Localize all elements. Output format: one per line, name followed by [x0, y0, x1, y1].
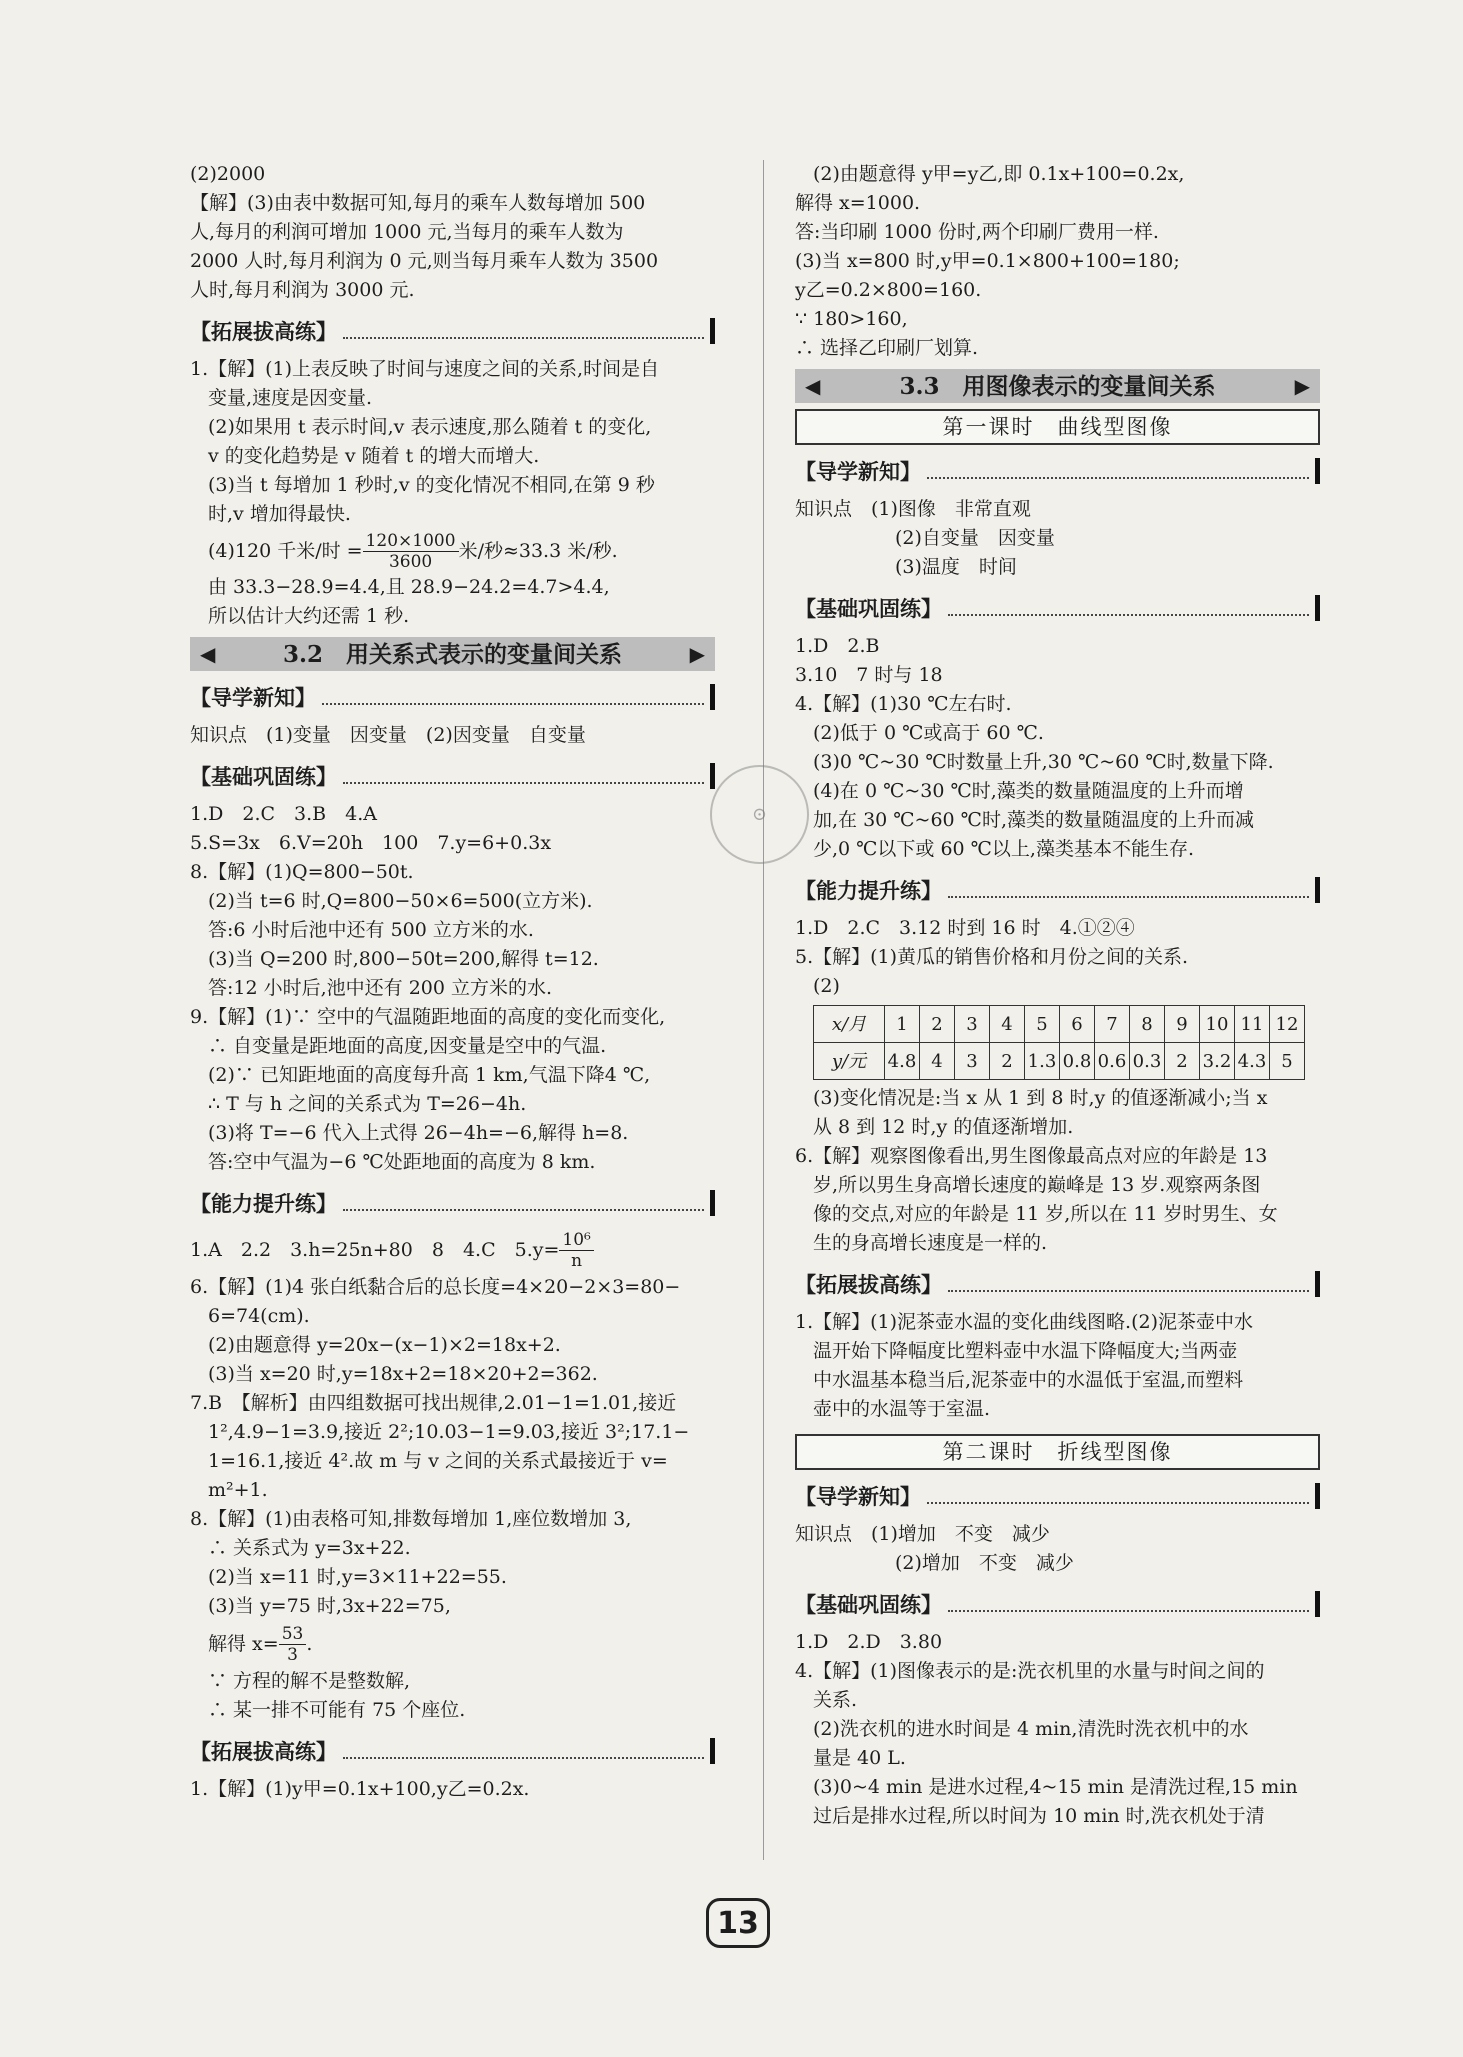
dotted-rule: [948, 1276, 1309, 1292]
text-line: ∴ 选择乙印刷厂划算.: [795, 337, 979, 359]
text-line: (3)当 Q=200 时,800−50t=200,解得 t=12.: [208, 948, 599, 970]
text-line: (2)如果用 t 表示时间,v 表示速度,那么随着 t 的变化,: [208, 416, 652, 438]
text-line: 知识点 (1)增加 不变 减少: [795, 1523, 1050, 1545]
table-cell: 2: [1165, 1043, 1200, 1080]
text-line: (2)低于 0 ℃或高于 60 ℃.: [813, 722, 1044, 744]
table-cell: 1.3: [1025, 1043, 1060, 1080]
table-cell: 4: [990, 1006, 1025, 1043]
table-cell: 0.8: [1060, 1043, 1095, 1080]
table-cell: 4.8: [885, 1043, 920, 1080]
dotted-rule: [343, 768, 704, 784]
fraction: [279, 1624, 307, 1665]
banner-title: 3.2 用关系式表示的变量间关系: [282, 640, 622, 668]
text-line: (2)由题意得 y=20x−(x−1)×2=18x+2.: [208, 1334, 561, 1356]
text-line: 生的身高增长速度是一样的.: [813, 1232, 1048, 1254]
right-column: [795, 160, 1320, 1831]
denominator: 3600: [388, 551, 433, 572]
text-line: 知识点 (1)变量 因变量 (2)因变量 自变量: [190, 724, 586, 746]
watermark-stamp: ⊙: [710, 765, 809, 864]
section-title: 【拓展拔高练】: [190, 1738, 337, 1764]
text-line: 答:当印刷 1000 份时,两个印刷厂费用一样.: [795, 221, 1159, 243]
text-line: y乙=0.2×800=160.: [795, 279, 982, 301]
dotted-rule: [927, 1488, 1309, 1504]
table-cell: 3: [955, 1006, 990, 1043]
text-line: ∴ 关系式为 y=3x+22.: [208, 1537, 411, 1559]
table-cell: 10: [1200, 1006, 1235, 1043]
text-line: (3)0 ℃~30 ℃时数量上升,30 ℃~60 ℃时,数量下降.: [813, 751, 1274, 773]
end-mark: [1315, 1591, 1320, 1617]
table-cell: 11: [1235, 1006, 1270, 1043]
text-line: 4.【解】(1)30 ℃左右时.: [795, 693, 1012, 715]
section-title: 【导学新知】: [795, 458, 921, 484]
banner-title: 3.3 用图像表示的变量间关系: [899, 372, 1216, 400]
text-line: 过后是排水过程,所以时间为 10 min 时,洗衣机处于清: [813, 1805, 1265, 1827]
section-title: 【基础巩固练】: [190, 763, 337, 789]
table-cell: 9: [1165, 1006, 1200, 1043]
text-line: 答:12 小时后,池中还有 200 立方米的水.: [208, 977, 553, 999]
text-line: (2)增加 不变 减少: [895, 1552, 1074, 1574]
lesson-title-2: 第二课时 折线型图像: [795, 1434, 1320, 1470]
text-line: v 的变化趋势是 v 随着 t 的增大而增大.: [208, 445, 540, 467]
dotted-rule: [948, 882, 1309, 898]
table-cell: 0.6: [1095, 1043, 1130, 1080]
table-cell: 4: [920, 1043, 955, 1080]
dotted-rule: [343, 1195, 704, 1211]
text-fragment: (4)120 千米/时 =: [208, 539, 363, 562]
text-line: 6=74(cm).: [208, 1305, 310, 1327]
text-line: (3)0~4 min 是进水过程,4~15 min 是清洗过程,15 min: [813, 1776, 1298, 1798]
fraction: [363, 531, 459, 572]
dotted-rule: [343, 1743, 704, 1759]
section-title: 【导学新知】: [190, 684, 316, 710]
table-cell: 3: [955, 1043, 990, 1080]
section-header-ability: [795, 874, 1320, 906]
right-arrow-icon: ▶: [1294, 373, 1310, 398]
text-fragment: 解得 x=: [208, 1632, 279, 1655]
section-header-basic: [190, 760, 715, 792]
text-line: 时,v 增加得最快.: [208, 503, 351, 525]
section-title: 【基础巩固练】: [795, 1591, 942, 1617]
text-line: (2)由题意得 y甲=y乙,即 0.1x+100=0.2x,: [813, 163, 1185, 185]
text-line: 1.D 2.C 3.B 4.A: [190, 803, 377, 825]
end-mark: [1315, 877, 1320, 903]
text-line: 1.D 2.B: [795, 635, 880, 657]
text-line: (2)自变量 因变量: [895, 527, 1055, 549]
text-line: 1.【解】(1)泥茶壶水温的变化曲线图略.(2)泥茶壶中水: [795, 1311, 1253, 1333]
section-header-extension: [795, 1268, 1320, 1300]
text-line: (2)当 x=11 时,y=3×11+22=55.: [208, 1566, 507, 1588]
column-divider: [763, 160, 764, 1860]
fraction-line: [190, 1227, 715, 1273]
end-mark: [710, 1190, 715, 1216]
text-line: (2)洗衣机的进水时间是 4 min,清洗时洗衣机中的水: [813, 1718, 1249, 1740]
table-cell: 3.2: [1200, 1043, 1235, 1080]
text-line: 8.【解】(1)Q=800−50t.: [190, 861, 414, 883]
table-row: [814, 1006, 1305, 1043]
text-line: ∴ 某一排不可能有 75 个座位.: [208, 1699, 466, 1721]
dotted-rule: [948, 600, 1309, 616]
text-line: 1.D 2.C 3.12 时到 16 时 4.①②④: [795, 917, 1135, 939]
text-line: 4.【解】(1)图像表示的是:洗衣机里的水量与时间之间的: [795, 1660, 1265, 1682]
end-mark: [1315, 1271, 1320, 1297]
table-row: [814, 1043, 1305, 1080]
text-line: (3)变化情况是:当 x 从 1 到 8 时,y 的值逐渐减小;当 x: [813, 1087, 1268, 1109]
text-line: (3)将 T=−6 代入上式得 26−4h=−6,解得 h=8.: [208, 1122, 629, 1144]
section-header-guide: [190, 681, 715, 713]
text-line: 温开始下降幅度比塑料壶中水温下降幅度大;当两壶: [813, 1340, 1238, 1362]
text-line: 中水温基本稳当后,泥茶壶中的水温低于室温,而塑料: [813, 1369, 1244, 1391]
section-header-guide-2: [795, 1480, 1320, 1512]
numerator: 53: [279, 1624, 307, 1645]
table-cell: 6: [1060, 1006, 1095, 1043]
text-line: ∵ 180>160,: [795, 308, 908, 330]
table-cell: 5: [1025, 1006, 1060, 1043]
text-line: 6.【解】观察图像看出,男生图像最高点对应的年龄是 13: [795, 1145, 1268, 1167]
section-banner-3-3: [795, 369, 1320, 403]
text-line: 从 8 到 12 时,y 的值逐渐增加.: [813, 1116, 1074, 1138]
section-title: 【导学新知】: [795, 1483, 921, 1509]
section-header-basic: [795, 592, 1320, 624]
price-table: [813, 1005, 1305, 1080]
section-header-ability: [190, 1187, 715, 1219]
denominator: n: [571, 1250, 583, 1271]
text-line: 像的交点,对应的年龄是 11 岁,所以在 11 岁时男生、女: [813, 1203, 1278, 1225]
dotted-rule: [343, 323, 704, 339]
table-cell: 4.3: [1235, 1043, 1270, 1080]
text-line: 5.S=3x 6.V=20h 100 7.y=6+0.3x: [190, 832, 552, 854]
text-line: (3)当 x=800 时,y甲=0.1×800+100=180;: [795, 250, 1180, 272]
text-line: 答:6 小时后池中还有 500 立方米的水.: [208, 919, 534, 941]
text-line: (3)温度 时间: [895, 556, 1017, 578]
text-line: 由 33.3−28.9=4.4,且 28.9−24.2=4.7>4.4,: [208, 576, 610, 598]
text-line: 8.【解】(1)由表格可知,排数每增加 1,座位数增加 3,: [190, 1508, 632, 1530]
table-header-cell: x/月: [814, 1006, 885, 1043]
table-cell: 12: [1270, 1006, 1305, 1043]
text-line: 5.【解】(1)黄瓜的销售价格和月份之间的关系.: [795, 946, 1189, 968]
section-banner-3-2: [190, 637, 715, 671]
text-line: ∴ 自变量是距地面的高度,因变量是空中的气温.: [208, 1035, 607, 1057]
text-line: 9.【解】(1)∵ 空中的气温随距地面的高度的变化而变化,: [190, 1006, 666, 1028]
numerator: 120×1000: [363, 531, 459, 552]
end-mark: [710, 1738, 715, 1764]
text-line: 答:空中气温为−6 ℃处距地面的高度为 8 km.: [208, 1151, 596, 1173]
left-block-a: [190, 160, 715, 305]
text-line: 人,每月的利润可增加 1000 元,当每月的乘车人数为: [190, 221, 624, 243]
text-line: 1.【解】(1)上表反映了时间与速度之间的关系,时间是自: [190, 358, 660, 380]
text-line: 1=16.1,接近 4².故 m 与 v 之间的关系式最接近于 v=: [208, 1450, 668, 1472]
table-cell: 8: [1130, 1006, 1165, 1043]
text-line: 1.【解】(1)y甲=0.1x+100,y乙=0.2x.: [190, 1778, 530, 1800]
text-line: ∵ 方程的解不是整数解,: [208, 1670, 411, 1692]
table-cell: 5: [1270, 1043, 1305, 1080]
text-line: 3.10 7 时与 18: [795, 664, 943, 686]
text-line: 岁,所以男生身高增长速度的巅峰是 13 岁.观察两条图: [813, 1174, 1261, 1196]
text-line: ∴ T 与 h 之间的关系式为 T=26−4h.: [208, 1093, 527, 1115]
dotted-rule: [948, 1596, 1309, 1612]
text-line: 关系.: [813, 1689, 858, 1711]
text-line: (4)在 0 ℃~30 ℃时,藻类的数量随温度的上升而增: [813, 780, 1244, 802]
text-line: (2): [813, 975, 840, 997]
table-cell: 2: [920, 1006, 955, 1043]
text-line: 【解】(3)由表中数据可知,每月的乘车人数每增加 500: [190, 192, 646, 214]
fraction: [559, 1230, 593, 1271]
fraction-line: 解得 x= $\frac{53}{3}$ .: [208, 1623, 313, 1665]
section-title: 【基础巩固练】: [795, 595, 942, 621]
denominator: 3: [287, 1644, 298, 1665]
table-cell: 0.3: [1130, 1043, 1165, 1080]
section-header-basic-2: [795, 1588, 1320, 1620]
section-title: 【能力提升练】: [795, 877, 942, 903]
text-line: (2)当 t=6 时,Q=800−50×6=500(立方米).: [208, 890, 593, 912]
end-mark: [710, 318, 715, 344]
text-line: 1.D 2.D 3.80: [795, 1631, 943, 1653]
text-line: (3)当 x=20 时,y=18x+2=18×20+2=362.: [208, 1363, 598, 1385]
left-arrow-icon: ◀: [805, 373, 821, 398]
table-cell: 1: [885, 1006, 920, 1043]
text-line: 所以估计大约还需 1 秒.: [208, 605, 410, 627]
text-line: 壶中的水温等于室温.: [813, 1398, 991, 1420]
table-cell: 7: [1095, 1006, 1130, 1043]
end-mark: [1315, 458, 1320, 484]
dotted-rule: [322, 689, 704, 705]
text-line: 加,在 30 ℃~60 ℃时,藻类的数量随温度的上升而减: [813, 809, 1254, 831]
text-fragment: 1.A 2.2 3.h=25n+80 8 4.C 5.y=: [190, 1238, 560, 1261]
end-mark: [1315, 595, 1320, 621]
text-line: 人时,每月利润为 3000 元.: [190, 279, 415, 301]
dotted-rule: [927, 463, 1309, 479]
text-line: 少,0 ℃以下或 60 ℃以上,藻类基本不能生存.: [813, 838, 1195, 860]
page-number: 13: [706, 1898, 770, 1948]
text-line: 1²,4.9−1=3.9,接近 2²;10.03−1=9.03,接近 3²;17.1−: [208, 1421, 690, 1443]
text-line: 2000 人时,每月利润为 0 元,则当每月乘车人数为 3500: [190, 250, 659, 272]
section-title: 【拓展拔高练】: [795, 1271, 942, 1297]
lesson-title-1: 第一课时 曲线型图像: [795, 409, 1320, 445]
text-fragment: 米/秒≈33.3 米/秒.: [458, 539, 618, 562]
text-line: (3)当 t 每增加 1 秒时,v 的变化情况不相同,在第 9 秒: [208, 474, 655, 496]
table-header-cell: y/元: [814, 1043, 885, 1080]
section-title: 【拓展拔高练】: [190, 318, 337, 344]
text-line: 解得 x=1000.: [795, 192, 921, 214]
text-line: 6.【解】(1)4 张白纸黏合后的总长度=4×20−2×3=80−: [190, 1276, 681, 1298]
section-title: 【能力提升练】: [190, 1190, 337, 1216]
end-mark: [710, 684, 715, 710]
section-header-guide: [795, 455, 1320, 487]
end-mark: [1315, 1483, 1320, 1509]
numerator: 10⁶: [559, 1230, 593, 1251]
text-line: (3)当 y=75 时,3x+22=75,: [208, 1595, 451, 1617]
text-line: (2)∵ 已知距地面的高度每升高 1 km,气温下降4 ℃,: [208, 1064, 651, 1086]
text-line: 量是 40 L.: [813, 1747, 906, 1769]
section-header-extension: [190, 315, 715, 347]
text-line: 7.B 【解析】由四组数据可找出规律,2.01−1=1.01,接近: [190, 1392, 677, 1414]
table-cell: 2: [990, 1043, 1025, 1080]
section-header-extension-2: [190, 1735, 715, 1767]
text-line: m²+1.: [208, 1479, 268, 1501]
left-column: [190, 160, 715, 1804]
text-line: 知识点 (1)图像 非常直观: [795, 498, 1031, 520]
right-arrow-icon: ▶: [689, 641, 705, 666]
fraction-line: [190, 529, 715, 573]
text-line: (2)2000: [190, 163, 266, 185]
left-arrow-icon: ◀: [200, 641, 216, 666]
end-mark: [710, 763, 715, 789]
text-line: 变量,速度是因变量.: [208, 387, 373, 409]
